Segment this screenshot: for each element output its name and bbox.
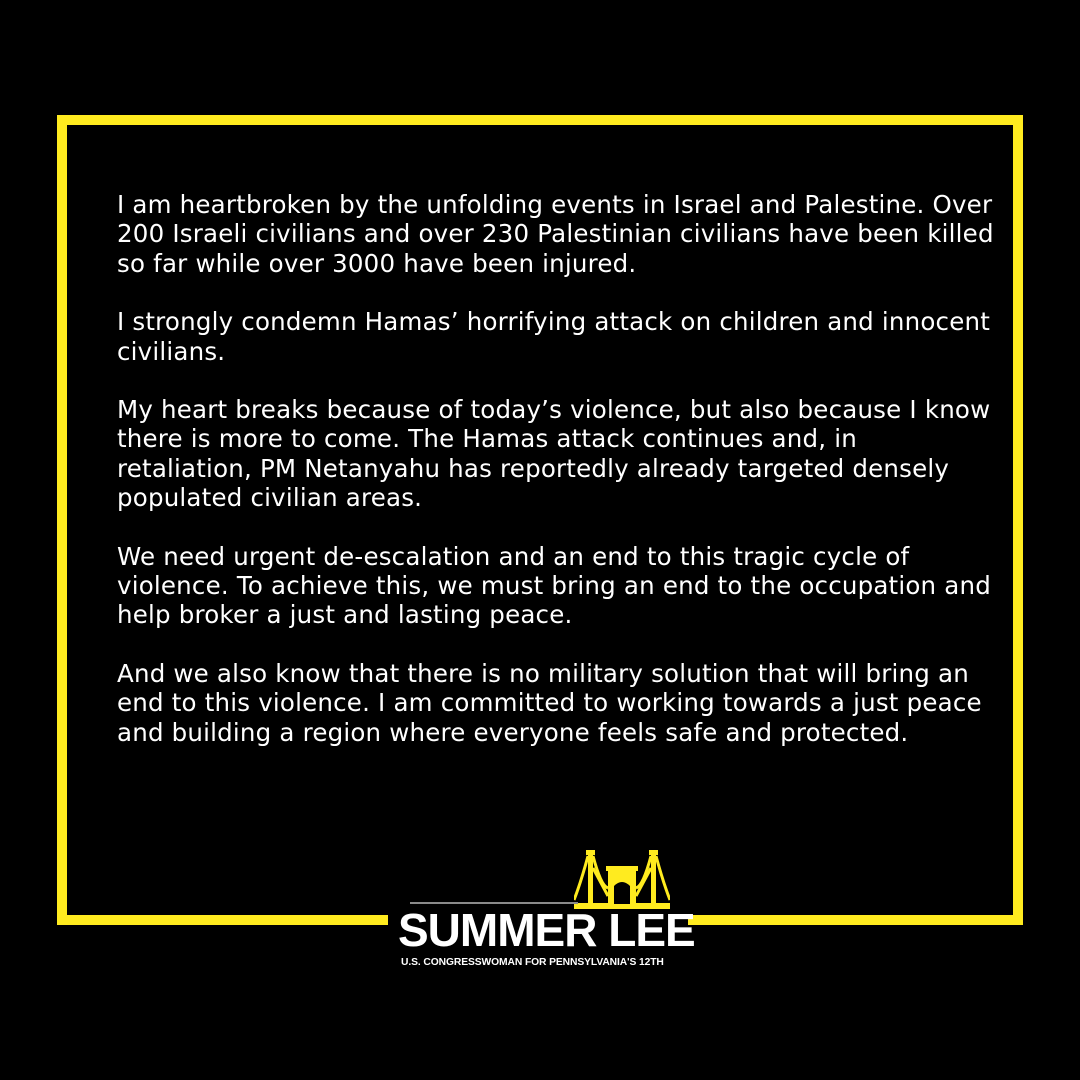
statement-body — [117, 190, 997, 776]
logo — [388, 840, 695, 980]
statement-paragraph-2: I strongly condemn Hamas’ horrifying attack on children and innocent civilians. — [117, 307, 991, 366]
statement-paragraph-3: My heart breaks because of today’s violence, but also because I know there is more to come. The Hamas attack continues and, in retaliation, PM Netanyahu has reportedly already targeted densely populated civilian areas. — [117, 395, 991, 513]
statement-paragraph-4: We need urgent de-escalation and an end to this tragic cycle of violence. To achieve this, we must bring an end to the occupation and help broker a just and lasting peace. — [117, 541, 991, 630]
logo-subtitle: U.S. CONGRESSWOMAN FOR PENNSYLVANIA'S 12TH — [401, 957, 664, 968]
logo-name: SUMMER LEE — [398, 904, 695, 956]
statement-paragraph-5: And we also know that there is no military solution that will bring an end to this violence. I am committed to working towards a just peace and building a region where everyone feels safe and protected. — [117, 658, 982, 747]
statement-paragraph-1: I am heartbroken by the unfolding events in Israel and Palestine. Over 200 Israeli civilians and over 230 Palestinian civilians have been killed so far while over 3000 have been injured. — [117, 190, 994, 278]
